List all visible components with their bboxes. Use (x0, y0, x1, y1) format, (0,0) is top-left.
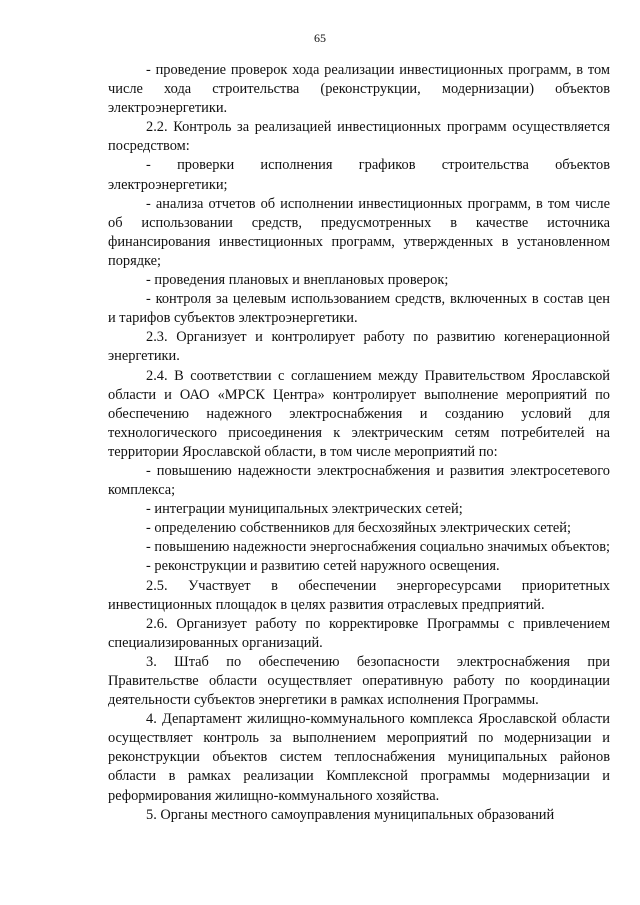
paragraph: - проведение проверок хода реализации инвестиционных программ, в том числе хода строительства (реконструкции, модернизации) объектов электроэнергетики. (108, 62, 610, 117)
paragraph: 2.4. В соответствии с соглашением между Правительством Ярославской области и ОАО «МРСК Центра» контролирует выполнение мероприятий по обеспечению надежного электроснабжения и созданию условий для технологического присоединения к электрическим сетям потребителей на территории Ярославской области, в том числе мероприятий по: (108, 367, 610, 460)
paragraph: - анализа отчетов об исполнении инвестиционных программ, в том числе об использовании средств, предусмотренных в качестве источника финансирования инвестиционных программ, утвержденных в установленном порядке; (108, 195, 610, 269)
paragraph: - проверки исполнения графиков строительства объектов электроэнергетики; (108, 157, 610, 193)
paragraph: - контроля за целевым использованием средств, включенных в состав цен и тарифов субъектов электроэнергетики. (108, 291, 610, 327)
paragraph: - проведения плановых и внеплановых проверок; (146, 272, 449, 289)
document-body (108, 61, 610, 825)
paragraph: - повышению надежности энергоснабжения социально значимых объектов; (146, 539, 611, 556)
paragraph: 3. Штаб по обеспечению безопасности электроснабжения при Правительстве области осуществляет оперативную работу по координации деятельности субъектов энергетики в рамках исполнения Программы. (108, 653, 610, 709)
paragraph: 2.6. Организует работу по корректировке Программы с привлечением специализированных организаций. (108, 615, 610, 651)
paragraph: - повышению надежности электроснабжения и развития электросетевого комплекса; (108, 462, 610, 499)
paragraph: 2.5. Участвует в обеспечении энергоресурсами приоритетных инвестиционных площадок в целях развития отраслевых предприятий. (108, 577, 610, 613)
paragraph: - реконструкции и развитию сетей наружного освещения. (146, 558, 500, 575)
page-number: 65 (314, 31, 326, 45)
paragraph: 4. Департамент жилищно-коммунального комплекса Ярославской области осуществляет контроль за выполнением мероприятий по модернизации и реконструкции объектов систем теплоснабжения муниципальных районов области в рамках реализации Комплексной программы модернизации и реформирования жилищно-коммунального хозяйства. (108, 711, 610, 804)
paragraph: - интеграции муниципальных электрических сетей; (146, 501, 463, 518)
paragraph: 5. Органы местного самоуправления муниципальных образований (146, 806, 555, 823)
paragraph: - определению собственников для бесхозяйных электрических сетей; (146, 520, 571, 537)
paragraph: 2.2. Контроль за реализацией инвестиционных программ осуществляется посредством: (108, 119, 610, 155)
paragraph: 2.3. Организует и контролирует работу по развитию когенерационной энергетики. (108, 329, 610, 365)
